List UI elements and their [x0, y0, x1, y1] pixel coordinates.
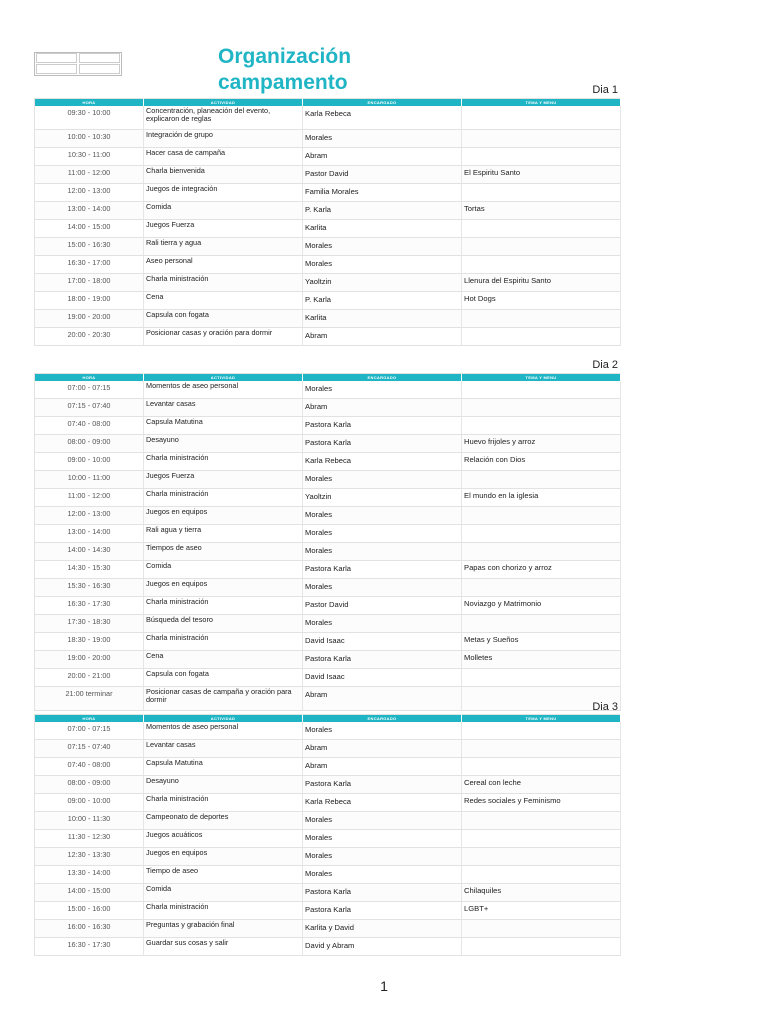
- table-row: [35, 417, 621, 435]
- cell-encargado: Morales: [303, 812, 462, 830]
- cell-tema: El mundo en la iglesia: [462, 489, 621, 507]
- cell-encargado: Karla Rebeca: [303, 453, 462, 471]
- cell-encargado: Familia Morales: [303, 184, 462, 202]
- table-row: [35, 507, 621, 525]
- cell-tema: [462, 381, 621, 399]
- cell-hora: 08:00 - 09:00: [35, 776, 144, 794]
- table-row: [35, 543, 621, 561]
- cell-encargado: Morales: [303, 507, 462, 525]
- cell-hora: 07:00 - 07:15: [35, 722, 144, 740]
- table-row: [35, 256, 621, 274]
- cell-actividad: Juegos acuáticos: [144, 830, 303, 848]
- table-row: [35, 812, 621, 830]
- cell-actividad: Preguntas y grabación final: [144, 920, 303, 938]
- cell-hora: 15:00 - 16:30: [35, 238, 144, 256]
- table-row: [35, 794, 621, 812]
- cell-actividad: Comida: [144, 561, 303, 579]
- cell-actividad: Desayuno: [144, 435, 303, 453]
- cell-encargado: Pastora Karla: [303, 902, 462, 920]
- cell-encargado: Abram: [303, 148, 462, 166]
- cell-actividad: Charla ministración: [144, 274, 303, 292]
- header-tema: TEMA Y MENU: [462, 99, 621, 107]
- cell-tema: [462, 184, 621, 202]
- table-row: [35, 471, 621, 489]
- table-row: [35, 310, 621, 328]
- cell-tema: [462, 310, 621, 328]
- cell-encargado: Morales: [303, 866, 462, 884]
- cell-hora: 16:30 - 17:00: [35, 256, 144, 274]
- cell-encargado: Yaoltzin: [303, 274, 462, 292]
- cell-actividad: Campeonato de deportes: [144, 812, 303, 830]
- day-2-table: [34, 373, 621, 711]
- cell-hora: 15:30 - 16:30: [35, 579, 144, 597]
- cell-encargado: Pastora Karla: [303, 884, 462, 902]
- cell-tema: [462, 220, 621, 238]
- table-row: [35, 938, 621, 956]
- cell-hora: 14:30 - 15:30: [35, 561, 144, 579]
- cell-tema: [462, 471, 621, 489]
- cell-encargado: Karla Rebeca: [303, 794, 462, 812]
- cell-encargado: Pastor David: [303, 166, 462, 184]
- cell-actividad: Juegos Fuerza: [144, 471, 303, 489]
- table-row: [35, 830, 621, 848]
- cell-encargado: Pastora Karla: [303, 435, 462, 453]
- cell-encargado: Pastor David: [303, 597, 462, 615]
- cell-tema: [462, 848, 621, 866]
- cell-hora: 18:30 - 19:00: [35, 633, 144, 651]
- cell-actividad: Levantar casas: [144, 740, 303, 758]
- table-row: [35, 202, 621, 220]
- cell-actividad: Cena: [144, 651, 303, 669]
- cell-hora: 10:00 - 11:00: [35, 471, 144, 489]
- cell-hora: 20:00 - 20:30: [35, 328, 144, 346]
- cell-actividad: Desayuno: [144, 776, 303, 794]
- day-2-label: Dia 2: [592, 359, 618, 371]
- cell-hora: 09:00 - 10:00: [35, 453, 144, 471]
- cell-hora: 08:00 - 09:00: [35, 435, 144, 453]
- cell-actividad: Charla ministración: [144, 489, 303, 507]
- table-row: [35, 561, 621, 579]
- table-row: [35, 669, 621, 687]
- cell-hora: 21:00 terminar: [35, 687, 144, 711]
- cell-hora: 16:30 - 17:30: [35, 938, 144, 956]
- cell-tema: [462, 920, 621, 938]
- cell-actividad: Levantar casas: [144, 399, 303, 417]
- table-row: [35, 148, 621, 166]
- cell-encargado: Morales: [303, 615, 462, 633]
- header-actividad: ACTIVIDAD: [144, 374, 303, 382]
- cell-encargado: Pastora Karla: [303, 651, 462, 669]
- table-row: [35, 633, 621, 651]
- table-row: [35, 866, 621, 884]
- cell-actividad: Momentos de aseo personal: [144, 381, 303, 399]
- cell-encargado: Pastora Karla: [303, 561, 462, 579]
- header-actividad: ACTIVIDAD: [144, 715, 303, 723]
- cell-hora: 17:00 - 18:00: [35, 274, 144, 292]
- cell-hora: 10:30 - 11:00: [35, 148, 144, 166]
- cell-tema: Tortas: [462, 202, 621, 220]
- cell-hora: 19:00 - 20:00: [35, 310, 144, 328]
- cell-encargado: David Isaac: [303, 669, 462, 687]
- table-row: [35, 381, 621, 399]
- cell-encargado: Morales: [303, 471, 462, 489]
- cell-hora: 15:00 - 16:00: [35, 902, 144, 920]
- cell-hora: 12:00 - 13:00: [35, 507, 144, 525]
- cell-hora: 19:00 - 20:00: [35, 651, 144, 669]
- cell-tema: [462, 525, 621, 543]
- cell-tema: [462, 740, 621, 758]
- cell-encargado: Morales: [303, 848, 462, 866]
- cell-tema: Hot Dogs: [462, 292, 621, 310]
- cell-tema: [462, 579, 621, 597]
- cell-hora: 07:00 - 07:15: [35, 381, 144, 399]
- cell-encargado: Pastora Karla: [303, 776, 462, 794]
- cell-actividad: Charla ministración: [144, 902, 303, 920]
- cell-actividad: Juegos en equipos: [144, 507, 303, 525]
- table-row: [35, 687, 621, 711]
- logo-placeholder: [34, 52, 122, 76]
- page-title: [218, 44, 351, 96]
- table-row: [35, 166, 621, 184]
- table-row: [35, 328, 621, 346]
- table-row: [35, 615, 621, 633]
- cell-encargado: Karlita: [303, 220, 462, 238]
- day-3-label: Dia 3: [592, 701, 618, 713]
- cell-tema: Cereal con leche: [462, 776, 621, 794]
- cell-tema: [462, 669, 621, 687]
- cell-encargado: Abram: [303, 399, 462, 417]
- cell-encargado: David Isaac: [303, 633, 462, 651]
- title-line-1: Organización: [218, 45, 352, 68]
- title-line-2: campamento: [218, 71, 348, 94]
- table-row: [35, 722, 621, 740]
- cell-tema: [462, 830, 621, 848]
- table-row: [35, 848, 621, 866]
- table-row: [35, 776, 621, 794]
- table-row: [35, 220, 621, 238]
- header-hora: HORA: [35, 99, 144, 107]
- cell-actividad: Concentración, planeación del evento, explicaron de reglas: [144, 106, 303, 130]
- cell-hora: 11:30 - 12:30: [35, 830, 144, 848]
- table-row: [35, 740, 621, 758]
- cell-encargado: Morales: [303, 238, 462, 256]
- cell-hora: 12:30 - 13:30: [35, 848, 144, 866]
- cell-encargado: Karlita: [303, 310, 462, 328]
- cell-actividad: Aseo personal: [144, 256, 303, 274]
- cell-tema: Redes sociales y Feminismo: [462, 794, 621, 812]
- table-row: [35, 292, 621, 310]
- cell-actividad: Capsula con fogata: [144, 310, 303, 328]
- header-actividad: ACTIVIDAD: [144, 99, 303, 107]
- table-row: [35, 435, 621, 453]
- cell-tema: [462, 130, 621, 148]
- cell-hora: 10:00 - 10:30: [35, 130, 144, 148]
- cell-hora: 18:00 - 19:00: [35, 292, 144, 310]
- cell-encargado: Abram: [303, 758, 462, 776]
- cell-actividad: Rali tierra y agua: [144, 238, 303, 256]
- cell-encargado: Morales: [303, 722, 462, 740]
- cell-actividad: Posicionar casas y oración para dormir: [144, 328, 303, 346]
- cell-actividad: Charla bienvenida: [144, 166, 303, 184]
- cell-encargado: Morales: [303, 579, 462, 597]
- header-encargado: ENCARGADO: [303, 99, 462, 107]
- header-tema: TEMA Y MENU: [462, 374, 621, 382]
- cell-hora: 13:30 - 14:00: [35, 866, 144, 884]
- table-row: [35, 758, 621, 776]
- cell-actividad: Charla ministración: [144, 453, 303, 471]
- cell-actividad: Guardar sus cosas y salir: [144, 938, 303, 956]
- cell-actividad: Posicionar casas de campaña y oración para dormir: [144, 687, 303, 711]
- cell-hora: 13:00 - 14:00: [35, 202, 144, 220]
- cell-tema: [462, 722, 621, 740]
- cell-hora: 10:00 - 11:30: [35, 812, 144, 830]
- cell-actividad: Capsula con fogata: [144, 669, 303, 687]
- cell-tema: [462, 399, 621, 417]
- cell-hora: 11:00 - 12:00: [35, 166, 144, 184]
- page-number: 1: [380, 978, 388, 994]
- cell-actividad: Juegos en equipos: [144, 579, 303, 597]
- cell-encargado: P. Karla: [303, 202, 462, 220]
- cell-tema: [462, 507, 621, 525]
- cell-actividad: Capsula Matutina: [144, 417, 303, 435]
- cell-tema: Huevo frijoles y arroz: [462, 435, 621, 453]
- header-hora: HORA: [35, 374, 144, 382]
- cell-encargado: David y Abram: [303, 938, 462, 956]
- cell-encargado: Morales: [303, 381, 462, 399]
- table-row: [35, 106, 621, 130]
- table-row: [35, 902, 621, 920]
- cell-actividad: Comida: [144, 202, 303, 220]
- cell-hora: 16:30 - 17:30: [35, 597, 144, 615]
- cell-actividad: Charla ministración: [144, 633, 303, 651]
- header-encargado: ENCARGADO: [303, 715, 462, 723]
- cell-tema: [462, 106, 621, 130]
- table-row: [35, 489, 621, 507]
- table-row: [35, 274, 621, 292]
- cell-hora: 14:00 - 15:00: [35, 220, 144, 238]
- cell-tema: [462, 812, 621, 830]
- cell-actividad: Integración de grupo: [144, 130, 303, 148]
- cell-encargado: Morales: [303, 543, 462, 561]
- cell-actividad: Tiempos de aseo: [144, 543, 303, 561]
- cell-actividad: Cena: [144, 292, 303, 310]
- table-row: [35, 453, 621, 471]
- cell-hora: 09:30 - 10:00: [35, 106, 144, 130]
- cell-hora: 17:30 - 18:30: [35, 615, 144, 633]
- table-row: [35, 238, 621, 256]
- cell-tema: [462, 238, 621, 256]
- cell-tema: Molletes: [462, 651, 621, 669]
- cell-tema: [462, 615, 621, 633]
- cell-tema: [462, 938, 621, 956]
- cell-tema: Noviazgo y Matrimonio: [462, 597, 621, 615]
- cell-actividad: Tiempo de aseo: [144, 866, 303, 884]
- table-row: [35, 399, 621, 417]
- cell-actividad: Hacer casa de campaña: [144, 148, 303, 166]
- cell-tema: [462, 758, 621, 776]
- cell-encargado: P. Karla: [303, 292, 462, 310]
- cell-actividad: Juegos Fuerza: [144, 220, 303, 238]
- header-hora: HORA: [35, 715, 144, 723]
- cell-encargado: Morales: [303, 830, 462, 848]
- cell-tema: [462, 256, 621, 274]
- cell-tema: Chilaquiles: [462, 884, 621, 902]
- cell-actividad: Charla ministración: [144, 597, 303, 615]
- cell-actividad: Juegos de integración: [144, 184, 303, 202]
- table-row: [35, 525, 621, 543]
- cell-tema: Papas con chorizo y arroz: [462, 561, 621, 579]
- cell-tema: [462, 417, 621, 435]
- cell-hora: 14:00 - 15:00: [35, 884, 144, 902]
- cell-hora: 13:00 - 14:00: [35, 525, 144, 543]
- cell-tema: Metas y Sueños: [462, 633, 621, 651]
- cell-hora: 07:40 - 08:00: [35, 758, 144, 776]
- header-tema: TEMA Y MENU: [462, 715, 621, 723]
- cell-hora: 14:00 - 14:30: [35, 543, 144, 561]
- cell-actividad: Charla ministración: [144, 794, 303, 812]
- table-row: [35, 184, 621, 202]
- cell-tema: [462, 148, 621, 166]
- cell-encargado: Abram: [303, 328, 462, 346]
- day-1-table: [34, 98, 621, 346]
- table-row: [35, 884, 621, 902]
- cell-tema: El Espiritu Santo: [462, 166, 621, 184]
- cell-encargado: Morales: [303, 525, 462, 543]
- cell-encargado: Yaoltzin: [303, 489, 462, 507]
- cell-tema: Relación con Dios: [462, 453, 621, 471]
- cell-encargado: Karla Rebeca: [303, 106, 462, 130]
- cell-encargado: Abram: [303, 687, 462, 711]
- cell-hora: 09:00 - 10:00: [35, 794, 144, 812]
- table-row: [35, 920, 621, 938]
- cell-actividad: Juegos en equipos: [144, 848, 303, 866]
- table-row: [35, 651, 621, 669]
- cell-encargado: Karlita y David: [303, 920, 462, 938]
- cell-actividad: Rali agua y tierra: [144, 525, 303, 543]
- cell-encargado: Morales: [303, 256, 462, 274]
- day-1-label: Dia 1: [592, 84, 618, 96]
- cell-encargado: Morales: [303, 130, 462, 148]
- cell-tema: Llenura del Espiritu Santo: [462, 274, 621, 292]
- table-row: [35, 597, 621, 615]
- cell-actividad: Comida: [144, 884, 303, 902]
- table-row: [35, 579, 621, 597]
- cell-hora: 12:00 - 13:00: [35, 184, 144, 202]
- cell-tema: [462, 866, 621, 884]
- cell-hora: 07:40 - 08:00: [35, 417, 144, 435]
- header-encargado: ENCARGADO: [303, 374, 462, 382]
- cell-actividad: Capsula Matutina: [144, 758, 303, 776]
- table-row: [35, 130, 621, 148]
- cell-tema: [462, 328, 621, 346]
- cell-hora: 11:00 - 12:00: [35, 489, 144, 507]
- cell-actividad: Momentos de aseo personal: [144, 722, 303, 740]
- cell-hora: 07:15 - 07:40: [35, 740, 144, 758]
- cell-hora: 16:00 - 16:30: [35, 920, 144, 938]
- cell-encargado: Pastora Karla: [303, 417, 462, 435]
- cell-tema: LGBT+: [462, 902, 621, 920]
- day-3-table: [34, 714, 621, 956]
- cell-actividad: Búsqueda del tesoro: [144, 615, 303, 633]
- cell-encargado: Abram: [303, 740, 462, 758]
- cell-hora: 07:15 - 07:40: [35, 399, 144, 417]
- cell-tema: [462, 543, 621, 561]
- cell-hora: 20:00 - 21:00: [35, 669, 144, 687]
